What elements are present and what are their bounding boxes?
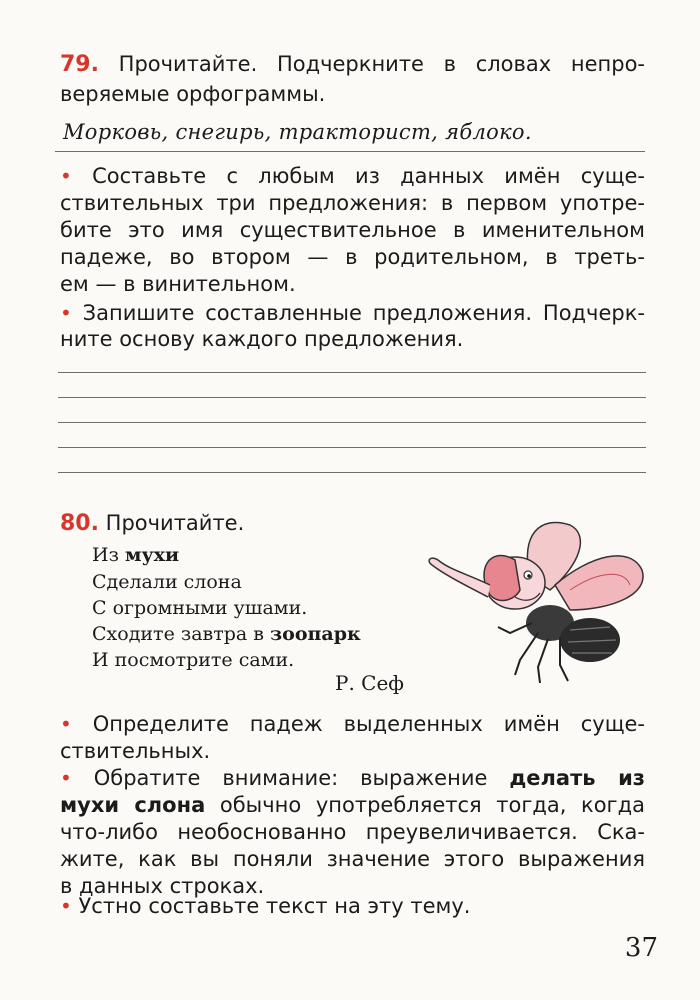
bullet-icon: •	[60, 766, 72, 790]
handwritten-words	[55, 115, 645, 152]
bullet-icon: •	[60, 301, 72, 325]
task-80-1-line-2: ствительных.	[60, 739, 211, 763]
task-79-1-line-2: ствительных три предложения: в первом употре-	[60, 191, 645, 215]
exercise-79-number: 79.	[60, 52, 99, 77]
poem-line-3: С огромными ушами.	[92, 597, 308, 619]
task-80-3-text: Устно составьте текст на эту тему.	[78, 894, 471, 918]
task-79-1-text-1: Составьте с любым из данных имён суще-	[92, 164, 645, 188]
poem-text: Из	[92, 544, 125, 566]
writing-line	[58, 422, 646, 423]
page-number: 37	[624, 933, 658, 963]
exercise-80-number: 80.	[60, 511, 99, 536]
idiom-bold-2: мухи слона	[60, 793, 206, 817]
task-80-1-text-1: Определите падеж выделенных имён суще-	[92, 712, 645, 736]
writing-line	[58, 447, 646, 448]
bullet-icon: •	[60, 164, 72, 188]
exercise-79-line-2: веряемые орфограммы.	[60, 82, 326, 106]
writing-line	[58, 472, 646, 473]
task-80-2-line-5: в данных строках.	[60, 874, 265, 898]
task-79-1-line-4: падеже, во втором — в родительном, в треть-	[60, 245, 645, 269]
exercise-80-instruction: Прочитайте.	[105, 511, 245, 535]
task-80-2-text: Обратите внимание: выражение	[93, 766, 510, 790]
task-79-2-text-1: Запишите составленные предложения. Подчерк-	[82, 301, 645, 325]
task-80-3	[60, 890, 645, 923]
task-80-2-line-4: жите, как вы поняли значение этого выражения	[60, 847, 645, 871]
exercise-79-instruction: Прочитайте. Подчеркните в словах непро-	[118, 52, 645, 76]
poem-bold-word: мухи	[124, 544, 180, 566]
task-79-1-line-3: бите это имя существительное в именительном	[60, 218, 645, 242]
bullet-icon: •	[60, 712, 72, 736]
idiom-bold-1: делать из	[509, 766, 645, 790]
task-80-2-text: обычно употребляется тогда, когда	[205, 793, 645, 817]
task-79-2-line-2: ните основу каждого предложения.	[60, 327, 464, 351]
exercise-79-line-1	[60, 48, 645, 81]
poem-author: Р. Сеф	[335, 671, 404, 695]
poem-line-1	[92, 543, 452, 568]
bullet-icon: •	[60, 894, 72, 918]
handwritten-text: Морковь, снегирь, тракторист, яблоко.	[63, 120, 532, 144]
writing-line	[58, 397, 646, 398]
poem-line-5: И посмотрите сами.	[92, 649, 295, 671]
task-80-2-line-3: что-либо необоснованно преувеличивается. Ска-	[60, 820, 645, 844]
poem-bold-word: зоопарк	[270, 623, 361, 645]
poem-line-4	[92, 622, 452, 647]
poem-text: Сходите завтра в	[92, 623, 271, 645]
task-79-1-line-5: ем — в винительном.	[60, 272, 296, 296]
writing-line	[58, 372, 646, 373]
elephant-fly-illustration	[420, 515, 650, 690]
poem-line-2: Сделали слона	[92, 571, 242, 593]
